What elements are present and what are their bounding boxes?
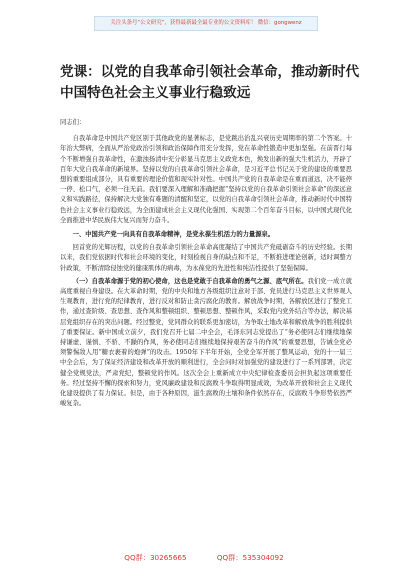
document-body <box>60 118 352 412</box>
section-heading: 一、中国共产党一向具有自我革命精神，是党永葆生机活力的力量源泉。 <box>72 231 275 239</box>
footer-qq-group-1: QQ群：30265665 <box>124 553 187 562</box>
subsection-heading: （一）自我革命源于党的初心使命，这也是党敢于自我革命的勇气之源、底气所在。 <box>72 277 308 285</box>
subsection-paragraph <box>60 277 352 410</box>
footer-qq-group-2: QQ群：535304092 <box>216 553 284 562</box>
promo-banner: 关注头条号“公文研究”，获得最新最全最专业的公文资料库！ 微信：gongwenz <box>94 16 318 31</box>
document-title: 党课：以党的自我革命引领社会革命，推动新时代中国特色社会主义事业行稳致远 <box>60 64 360 101</box>
greeting: 同志们： <box>60 119 86 126</box>
intro-paragraph: 自我革命是中国共产党区别于其他政党的显著标志，是党跳出治乱兴衰历史周期率的第二个答案。十年治大弊病，全面从严治党政治引领和政治保障作用充分发挥，党在革命性锻造中更加坚强。在前晋行每个不断增强自我革命性，在激浊扬清中充分彰显马克思主义政党本色，焕发出新的强大生机活力，开辟了百年大党自我革命的新境界。坚持以党的自我革命引领社会革命，是习近平总书记关于党的建设的重要思想的重要组成部分，具有重要的理论价值和现实针对性。中国共产党的自我革命是在重而道远，决不能停一停、松口气，必须一往无前。我们要深入理解和准确把握“坚持以党的自我革命引领社会革命”的深远意义和实践路径，保持解决大党独有难题的清醒和坚定，以党的自我革命引领社会革命，推动新时代中国特色社会主义事业行稳致远，为全面建成社会主义现代化强国、实现第二个百年奋斗目标，以中国式现代化全面推进中华民族伟大复兴而努力奋斗。 <box>60 135 352 224</box>
subsection-text: 我们党一成立就高度重视自身建设。在大革命时期，党的中央和地方各级组织注意对于部、党员进行马克思主义世界观人生观教育，进行党的纪律教育，进行反对和防止贪污腐化的教育。解放战争时期，各解放区进行了整党工作，通过查阶级、查思想、查作风和整顿组织、整顿思想、整顿作风，采取党内党外结合等办法，解决基层党组织存在的突出问题。经过整党，党同群众的联系更加密切，为争取土地改革和解放战争的胜利提供了重要保证。新中国成立前夕，我们党召开七届二中全会，毛泽东同志党提出了“务必使同志们继续地保持谦虚、谨慎、不骄、不躁的作风，务必使同志们继续地保持艰苦奋斗的作风”的重要思想，告诫全党必须警惕敌人用“糖衣裹着的炮弹”的攻击。1950年下半年开始，全党全军开展了整风运动，党的十一届三中全会后，为了保证经济建设和改革开放的顺利进行，全会问时对加强党的建设进行了一系列部署，决定健全党规党法，严肃党纪，整顿党的作风。这次全会上重新成立中央纪律检查委员会担负起这项重要任务。经过坚持不懈的探索和努力，党风廉政建设和反腐败斗争取得明显成效，为改革开放和社会主义现代化建设提供了有力保证。但是，由于各种原因，滋生腐败的土壤和条件依然存在，反腐败斗争形势依然严峻复杂。 <box>60 277 353 408</box>
section-paragraph: 回首党的光辉历程，以党的自我革命引领社会革命高度凝结了中国共产党砥砺奋斗的历史经验。长期以来，我们党依据时代和社会环境的变化，时刻检视自身的缺点和不足，不断推进理论创新，适时调整方针政策，不断清除侵蚀党的健康肌体的病毒，为永葆党的先进性和纯洁性提供了坚强保障。 <box>60 244 352 272</box>
footer <box>0 552 408 564</box>
